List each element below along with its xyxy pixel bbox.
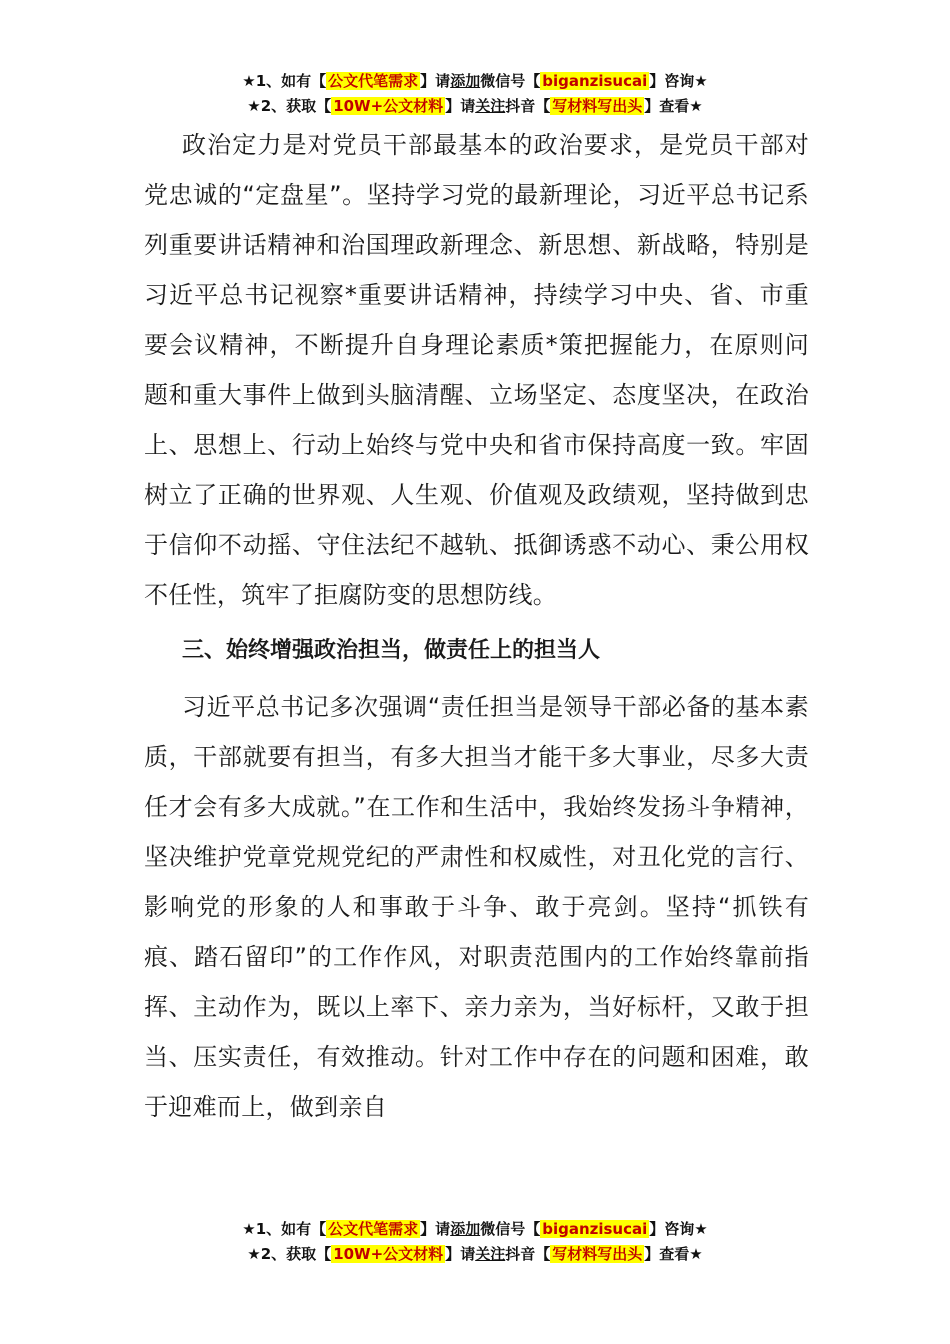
- banner-highlight: 10W+公文材料: [333, 1245, 444, 1263]
- footer-line-1: [0, 1217, 950, 1242]
- banner-wechat-id: biganzisucai: [542, 1220, 648, 1238]
- banner-text: 】请: [445, 97, 476, 115]
- banner-underlined-text: 关注: [475, 1245, 506, 1263]
- banner-underlined-text: 添加: [450, 1220, 481, 1238]
- paragraph-political-stability: 政治定力是对党员干部最基本的政治要求，是党员干部对党忠诚的“定盘星”。坚持学习党的最新理论，习近平总书记系列重要讲话精神和治国理政新理念、新思想、新战略，特别是习近平总书记视察*重要讲话精神，持续学习中央、省、市重要会议精神，不断提升自身理论素质*策把握能力，在原则问题和重大事件上做到头脑清醒、立场坚定、态度坚决，在政治上、思想上、行动上始终与党中央和省市保持高度一致。牢固树立了正确的世界观、人生观、价值观及政绩观，坚持做到忠于信仰不动摇、守住法纪不越轨、抵御诱惑不动心、秉公用权不任性，筑牢了拒腐防变的思想防线。: [144, 131, 809, 609]
- footer-banner: [0, 1217, 950, 1267]
- banner-text: ★1、如有【: [242, 1220, 327, 1238]
- banner-text: 】请: [445, 1245, 476, 1263]
- banner-text: 微信号【: [480, 72, 541, 90]
- banner-douyin-id: 写材料写出头: [552, 1245, 643, 1263]
- banner-text: 】请: [420, 1220, 451, 1238]
- banner-highlight: 公文代笔需求: [328, 72, 419, 90]
- banner-douyin-id: 写材料写出头: [552, 97, 643, 115]
- banner-text: 】咨询★: [649, 72, 708, 90]
- banner-underlined-text: 关注: [475, 97, 506, 115]
- header-banner: [0, 69, 950, 119]
- banner-text: 抖音【: [505, 1245, 551, 1263]
- section-heading-3: 三、始终增强政治担当，做责任上的担当人: [182, 638, 601, 663]
- banner-wechat-id: biganzisucai: [542, 72, 648, 90]
- banner-text: 】查看★: [644, 1245, 703, 1263]
- banner-text: ★2、获取【: [247, 1245, 332, 1263]
- banner-highlight: 公文代笔需求: [328, 1220, 419, 1238]
- banner-line-2: [0, 94, 950, 119]
- document-body: [144, 120, 809, 1132]
- banner-text: ★1、如有【: [242, 72, 327, 90]
- banner-line-1: [0, 69, 950, 94]
- banner-text: 】查看★: [644, 97, 703, 115]
- banner-underlined-text: 添加: [450, 72, 481, 90]
- paragraph-political-responsibility: 习近平总书记多次强调“责任担当是领导干部必备的基本素质，干部就要有担当，有多大担当才能干多大事业，尽多大责任才会有多大成就。”在工作和生活中，我始终发扬斗争精神，坚决维护党章党规党纪的严肃性和权威性，对丑化党的言行、影响党的形象的人和事敢于斗争、敢于亮剑。坚持“抓铁有痕、踏石留印”的工作作风，对职责范围内的工作始终靠前指挥、主动作为，既以上率下、亲力亲为，当好标杆，又敢于担当、压实责任，有效推动。针对工作中存在的问题和困难，敢于迎难而上，做到亲自: [144, 693, 809, 1121]
- banner-text: ★2、获取【: [247, 97, 332, 115]
- banner-text: 抖音【: [505, 97, 551, 115]
- footer-line-2: [0, 1242, 950, 1267]
- banner-highlight: 10W+公文材料: [333, 97, 444, 115]
- banner-text: 微信号【: [480, 1220, 541, 1238]
- banner-text: 】咨询★: [649, 1220, 708, 1238]
- banner-text: 】请: [420, 72, 451, 90]
